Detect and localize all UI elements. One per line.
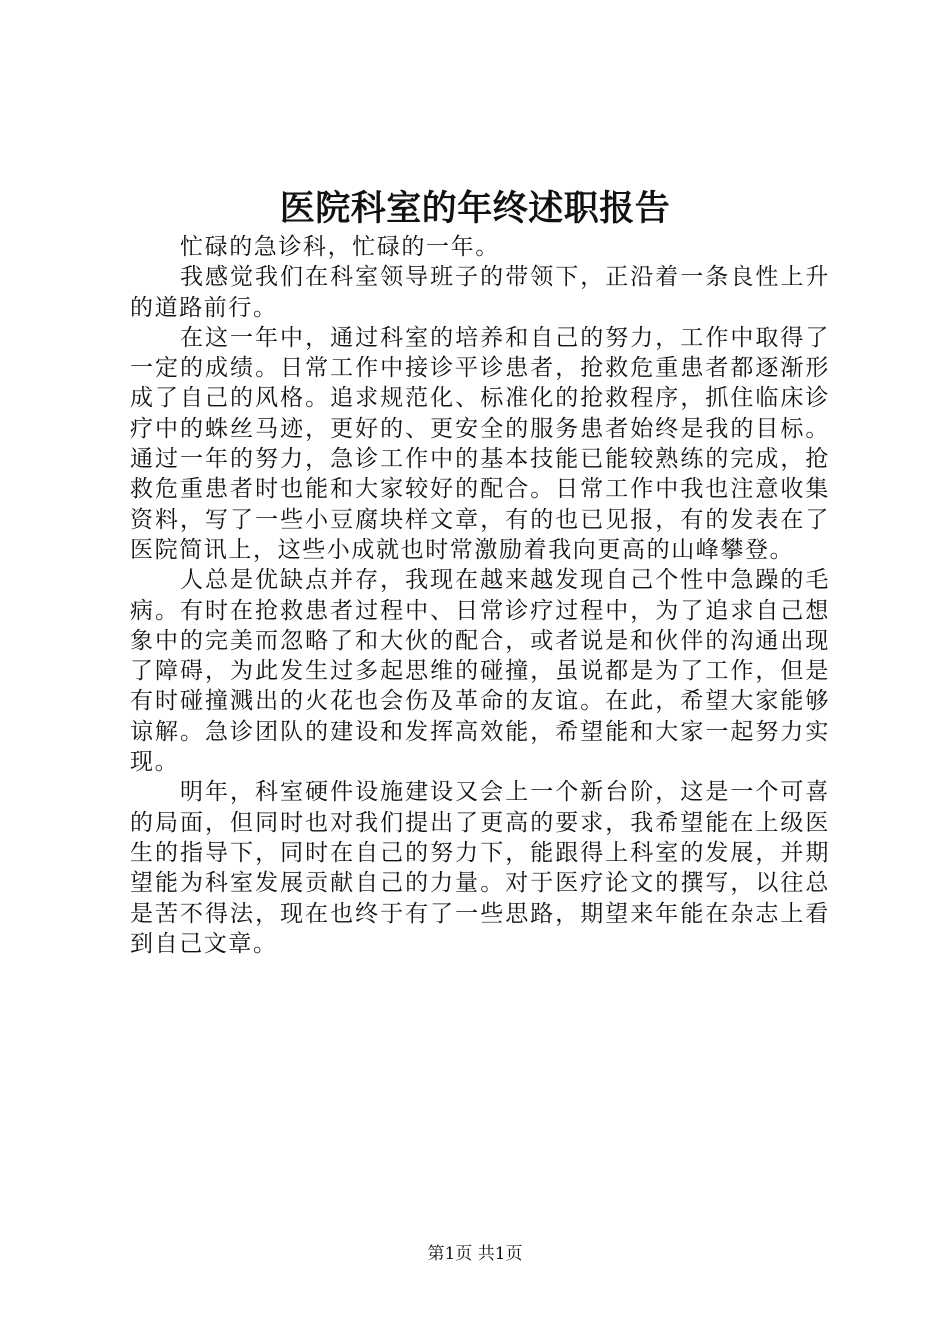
paragraph-1: 忙碌的急诊科，忙碌的一年。 xyxy=(180,234,500,260)
page-footer: 第1页 共1页 xyxy=(427,1244,523,1264)
paragraph-2: 我感觉我们在科室领导班子的带领下，正沿着一条良性上升的道路前行。 xyxy=(130,264,830,321)
document-body xyxy=(130,232,830,959)
paragraph-3: 在这一年中，通过科室的培养和自己的努力，工作中取得了一定的成绩。日常工作中接诊平诊患者，抢救危重患者都逐渐形成了自己的风格。追求规范化、标准化的抢救程序，抓住临床诊疗中的蛛丝马迹，更好的、更安全的服务患者始终是我的目标。通过一年的努力，急诊工作中的基本技能已能较熟练的完成，抢救危重患者时也能和大家较好的配合。日常工作中我也注意收集资料，写了一些小豆腐块样文章，有的也已见报，有的发表在了医院简讯上，这些小成就也时常激励着我向更高的山峰攀登。 xyxy=(130,324,830,563)
paragraph-5: 明年，科室硬件设施建设又会上一个新台阶，这是一个可喜的局面，但同时也对我们提出了更高的要求，我希望能在上级医生的指导下，同时在自己的努力下，能跟得上科室的发展，并期望能为科室发展贡献自己的力量。对于医疗论文的撰写，以往总是苦不得法，现在也终于有了一些思路，期望来年能在杂志上看到自己文章。 xyxy=(130,779,830,957)
paragraph-4: 人总是优缺点并存，我现在越来越发现自己个性中急躁的毛病。有时在抢救患者过程中、日常诊疗过程中，为了追求自己想象中的完美而忽略了和大伙的配合，或者说是和伙伴的沟通出现了障碍，为此发生过多起思维的碰撞，虽说都是为了工作，但是有时碰撞溅出的火花也会伤及革命的友谊。在此，希望大家能够谅解。急诊团队的建设和发挥高效能，希望能和大家一起努力实现。 xyxy=(130,567,830,776)
document-title: 医院科室的年终述职报告 xyxy=(279,188,671,229)
